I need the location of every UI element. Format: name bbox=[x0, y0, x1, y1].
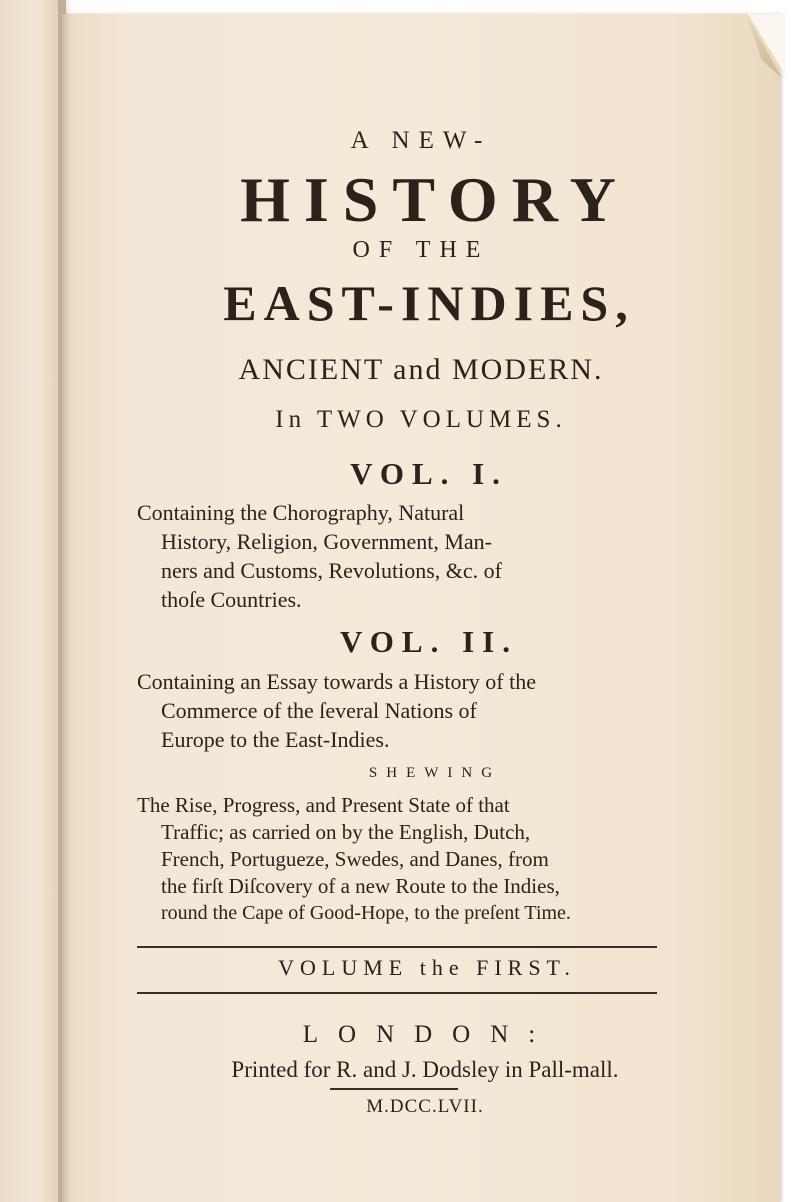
imprint-city: LONDON: bbox=[302, 1021, 556, 1048]
left-page-edge bbox=[0, 0, 66, 1202]
vol1-line: Containing the Chorography, Natural bbox=[137, 500, 465, 525]
heading-east-indies: EAST-INDIES, bbox=[223, 275, 635, 331]
top-rule bbox=[137, 946, 657, 948]
heading-history: HISTORY bbox=[240, 164, 630, 235]
vol1-line: History, Religion, Government, Man- bbox=[161, 529, 492, 554]
imprint-printer: Printed for R. and J. Dodsley in Pall-mall. bbox=[231, 1057, 619, 1082]
heading-ancient-modern: ANCIENT and MODERN. bbox=[238, 353, 604, 386]
shewing-description bbox=[137, 792, 657, 927]
heading-of-the: OF THE bbox=[352, 237, 490, 263]
vol1-heading: VOL. I. bbox=[350, 456, 508, 491]
vol2-heading: VOL. II. bbox=[340, 624, 518, 659]
shewing-line: round the Cape of Good-Hope, to the preſent Time. bbox=[161, 902, 571, 924]
heading-a-new: A NEW- bbox=[350, 127, 492, 154]
imprint-date: M.DCC.LVII. bbox=[366, 1096, 484, 1117]
shewing-line: Traffic; as carried on by the English, Dutch, bbox=[161, 820, 531, 844]
shewing-line: the firſt Diſcovery of a new Route to the Indies, bbox=[161, 874, 560, 898]
vol1-line: thoſe Countries. bbox=[161, 587, 302, 612]
vol1-description bbox=[137, 498, 657, 614]
heading-two-volumes: In TWO VOLUMES. bbox=[275, 406, 567, 433]
vol2-line: Containing an Essay towards a History of the bbox=[137, 669, 536, 694]
volume-first-label: VOLUME the FIRST. bbox=[278, 955, 576, 980]
page-corner bbox=[748, 14, 786, 76]
bottom-rule bbox=[137, 992, 657, 994]
date-rule bbox=[330, 1088, 458, 1090]
shewing-line: French, Portugueze, Swedes, and Danes, from bbox=[161, 847, 549, 871]
vol2-line: Europe to the East-Indies. bbox=[161, 727, 390, 752]
shewing-line: The Rise, Progress, and Present State of that bbox=[137, 793, 510, 817]
vol1-line: ners and Customs, Revolutions, &c. of bbox=[161, 558, 502, 583]
shewing-heading: SHEWING bbox=[368, 765, 502, 781]
vol2-line: Commerce of the ſeveral Nations of bbox=[161, 698, 477, 723]
vol2-description bbox=[137, 667, 657, 754]
